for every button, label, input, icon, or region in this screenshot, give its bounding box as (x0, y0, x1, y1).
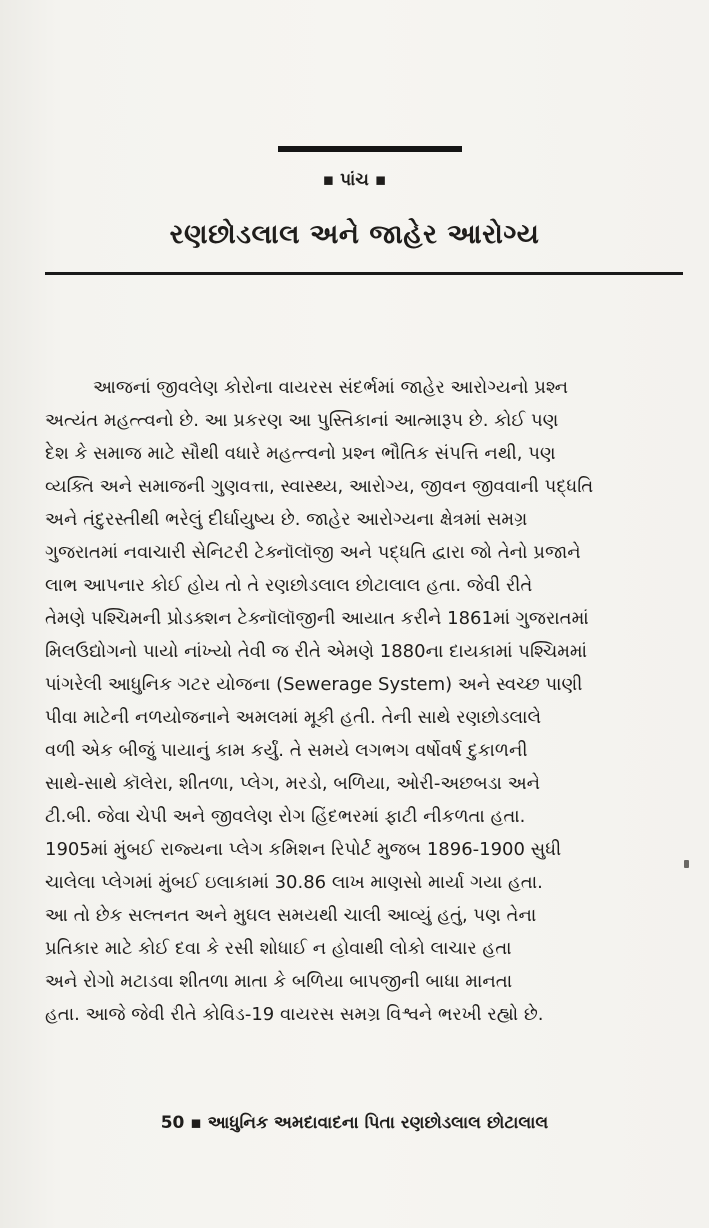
body-line: ચાલેલા પ્લેગમાં મુંબઈ ઇલાકામાં 30.86 લાખ માણસો માર્યા ગયા હતા. (45, 872, 543, 893)
chapter-title: રણછોડલાલ અને જાહેર આરોગ્ય (169, 219, 540, 250)
page-footer: 50 ▪ આધુનિક અમદાવાદના પિતા રણછોડલાલ છોટાલાલ (160, 1113, 549, 1133)
body-line: પ્રતિકાર માટે કોઈ દવા કે રસી શોધાઈ ન હોવાથી લોકો લાચાર હતા (45, 938, 512, 959)
body-line: અત્યંત મહત્ત્વનો છે. આ પ્રકરણ આ પુસ્તિકાનાં આત્મારૂપ છે. કોઈ પણ (45, 410, 559, 431)
body-line: અને રોગો મટાડવા શીતળા માતા કે બળિયા બાપજીની બાધા માનતા (45, 971, 513, 992)
body-line: હતા. આજે જેવી રીતે કોવિડ-19 વાયરસ સમગ્ર વિશ્વને ભરખી રહ્યો છે. (45, 1004, 544, 1025)
body-line: પાંગરેલી આધુનિક ગટર યોજના (Sewerage System) અને સ્વચ્છ પાણી (45, 674, 583, 695)
body-line: સાથે-સાથે કૉલેરા, શીતળા, પ્લેગ, મરડો, બળિયા, ઓરી-અછબડા અને (45, 773, 541, 794)
body-line: વ્યક્તિ અને સમાજની ગુણવત્તા, સ્વાસ્થ્ય, આરોગ્ય, જીવન જીવવાની પદ્ધતિ (45, 476, 594, 497)
body-line: પીવા માટેની નળયોજનાને અમલમાં મૂકી હતી. તેની સાથે રણછોડલાલે (45, 707, 542, 728)
body-line: વળી એક બીજું પાયાનું કામ કર્યું. તે સમયે લગભગ વર્ષોવર્ષ દુકાળની (45, 740, 528, 761)
chapter-bottom-rule (45, 272, 683, 275)
body-line: લાભ આપનાર કોઈ હોય તો તે રણછોડલાલ છોટાલાલ હતા. જેવી રીતે (45, 575, 533, 596)
body-line: ટી.બી. જેવા ચેપી અને જીવલેણ રોગ હિંદભરમાં ફાટી નીકળતા હતા. (45, 806, 526, 827)
body-line: મિલઉદ્યોગનો પાયો નાંખ્યો તેવી જ રીતે એમણે 1880ના દાયકામાં પશ્ચિમમાં (45, 641, 588, 662)
chapter-top-rule (278, 146, 462, 152)
body-line: દેશ કે સમાજ માટે સૌથી વધારે મહત્ત્વનો પ્રશ્ન ભૌતિક સંપત્તિ નથી, પણ (45, 443, 556, 464)
page-edge-mark (684, 860, 689, 868)
body-line: તેમણે પશ્ચિમની પ્રોડક્શન ટેક્નૉલૉજીની આયાત કરીને 1861માં ગુજરાતમાં (45, 608, 589, 629)
body-line: આજનાં જીવલેણ કોરોના વાયરસ સંદર્ભમાં જાહેર આરોગ્યનો પ્રશ્ન (93, 377, 569, 398)
body-line: અને તંદુરસ્તીથી ભરેલું દીર્ઘાયુષ્ય છે. જાહેર આરોગ્યના ક્ષેત્રમાં સમગ્ર (45, 509, 528, 530)
body-paragraph (45, 371, 683, 1031)
chapter-number: ▪ પાંચ ▪ (322, 170, 387, 190)
body-line: આ તો છેક સલ્તનત અને મુઘલ સમયથી ચાલી આવ્યું હતું, પણ તેના (45, 905, 537, 926)
body-line: ગુજરાતમાં નવાચારી સેનિટરી ટેક્નૉલૉજી અને પદ્ધતિ દ્વારા જો તેનો પ્રજાને (45, 542, 581, 563)
body-line: 1905માં મુંબઈ રાજ્યના પ્લેગ કમિશન રિપોર્ટ મુજબ 1896-1900 સુધી (45, 839, 562, 860)
